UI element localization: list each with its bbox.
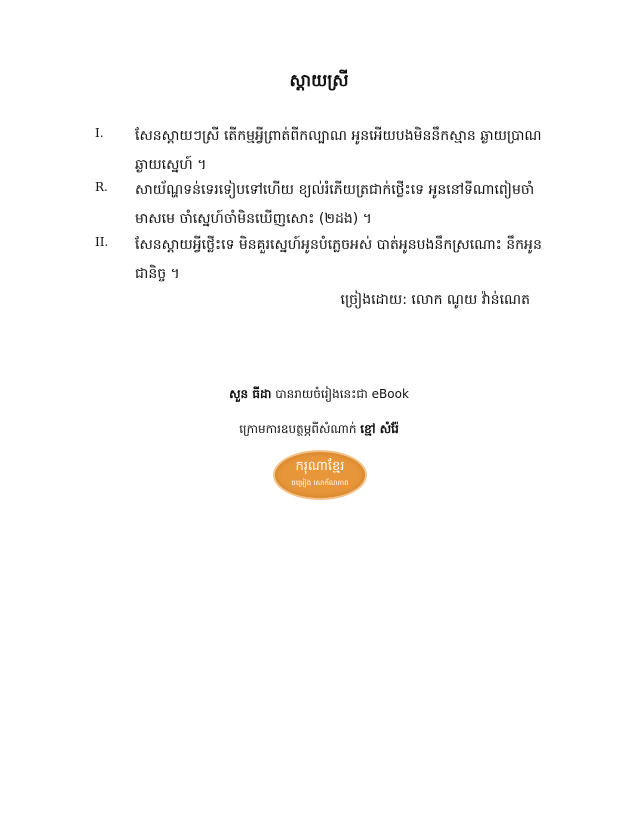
stanza-numeral: I. — [95, 126, 104, 140]
sponsor-text: ក្រោមការឧបត្ថម្ភពីសំណាក់ — [239, 422, 361, 436]
sponsor-credit — [0, 421, 638, 439]
sponsor-name: ខ្មៅ សំរ៉ែ — [360, 422, 399, 436]
song-title: ស្ដាយស្រី — [289, 71, 349, 91]
karuna-khmer-logo — [273, 450, 367, 500]
ebook-author-name: សួន ធីដា — [229, 387, 272, 401]
stanza-line: មាសមេ ចាំស្នេហ៍ចាំមិនឃើញសោះ (២ដង) ។ — [135, 211, 372, 227]
stanza-line: ជានិច្ច ។ — [135, 266, 180, 282]
stanza-numeral: R. — [95, 180, 108, 194]
logo-subtitle: ចម្រៀង សោភ័ណភាព — [291, 479, 349, 487]
singer-credit: ច្រៀងដោយ: លោក ណូយ វ៉ាន់ណេត — [340, 292, 530, 308]
stanza-line: សែនស្ដាយៗស្រី តើកម្មអ្វីព្រាត់ពីកល្បាណ អូនអើយបងមិននឹកស្មាន ឆ្ងាយប្រាណ — [135, 128, 542, 144]
stanza-line: ឆ្ងាយស្នេហ៍ ។ — [135, 157, 207, 173]
ebook-text: បានរាយចំរៀងនេះជា eBook — [271, 387, 409, 401]
logo-title: ករុណាខ្មែរ — [295, 459, 345, 474]
stanza-numeral: II. — [95, 235, 109, 249]
stanza-line: សាយ័ណ្ហទន់ទេរទៀបទៅហើយ ខ្យល់រំភើយត្រជាក់ថ្លើះទេ អូននៅទីណាពៀមចាំ — [135, 182, 535, 198]
ebook-credit — [0, 386, 638, 404]
stanza-line: សែនស្ដាយអ្វីថ្លើះទេ មិនគួរស្នេហ៍អូនបំភ្លេចអស់ បាត់អូនបងនឹកស្រណោះ នឹកអូន — [135, 237, 542, 253]
